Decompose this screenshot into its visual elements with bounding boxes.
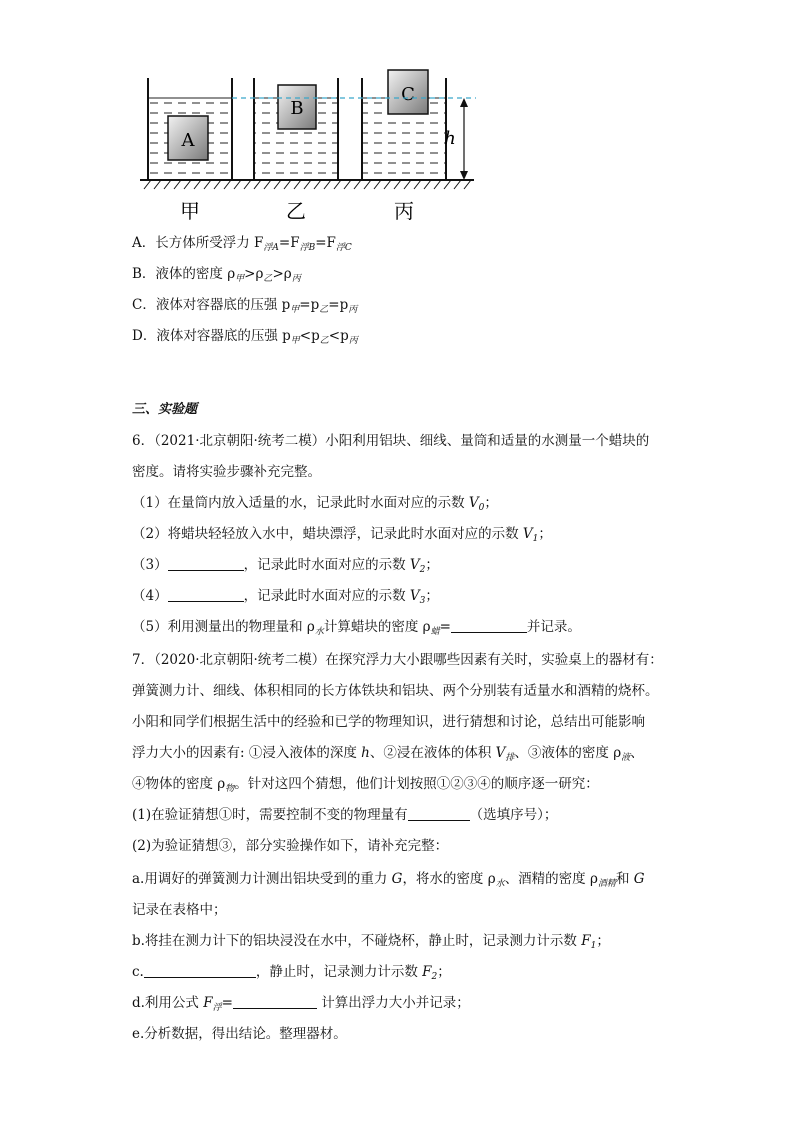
- block-c-label: C: [401, 84, 415, 105]
- q5-option-d: D．液体对容器底的压强 $p_甲<p_乙<p_丙$: [132, 328, 358, 346]
- section-title: 三、实验题: [132, 402, 198, 417]
- q7-step-e: e.分析数据，得出结论。整理器材。: [132, 1026, 347, 1042]
- answer-blank[interactable]: [144, 963, 256, 978]
- q7-step-a-1: a.用调好的弹簧测力计测出铝块受到的重力 G，将水的密度 $\rho_水$、酒精的密度 $\rho_{酒精}$和 G: [132, 871, 645, 889]
- q6-step-5: （5）利用测量出的物理量和 $\rho_水$计算蜡块的密度 $\rho_蜡=$ 并记录。: [132, 619, 581, 637]
- q7-line-1: 7．（2020·北京朝阳·统考二模）在探究浮力大小跟哪些因素有关时，实验桌上的器材有：: [132, 652, 663, 668]
- container-yi: [254, 78, 338, 180]
- q5-option-c: C．液体对容器底的压强 $p_甲=p_乙=p_丙$: [132, 297, 358, 315]
- q7-line-2: 弹簧测力计、细线、体积相同的长方体铁块和铝块、两个分别装有适量水和酒精的烧杯。: [132, 683, 659, 699]
- block-b-label: B: [290, 98, 304, 119]
- container-jia: [148, 78, 232, 180]
- q7-part-1: (1)在验证猜想①时，需要控制不变的物理量有 （选填序号）；: [132, 807, 558, 823]
- q7-line-3: 小阳和同学们根据生活中的经验和已学的物理知识，进行猜想和讨论，总结出可能影响: [132, 714, 645, 730]
- q7-line-4: 浮力大小的因素有: ①浸入液体的深度 h、②浸在液体的体积 $V_排$、③液体的密度 $\rho_液$、: [132, 745, 644, 763]
- buoyancy-figure: [120, 58, 500, 228]
- q6-line-2: 密度。请将实验步骤补充完整。: [132, 464, 321, 480]
- q7-part-2: (2)为验证猜想③，部分实验操作如下，请补充完整：: [132, 838, 449, 854]
- container-bing: [362, 70, 446, 180]
- q7-step-b: b.将挂在测力计下的铝块浸没在水中，不碰烧杯，静止时，记录测力计示数 $F_1$；: [132, 933, 610, 951]
- q7-line-5: ④物体的密度 $\rho_物$。针对这四个猜想，他们计划按照①②③④的顺序逐一研究：: [132, 776, 599, 794]
- label-bing: 丙: [394, 199, 414, 223]
- q7-step-d: d.利用公式 $F_浮=$ 计算出浮力大小并记录；: [132, 995, 470, 1013]
- label-jia: 甲: [180, 199, 200, 223]
- label-yi: 乙: [286, 199, 306, 223]
- q6-step-4: （4） ，记录此时水面对应的示数 $V_3$；: [132, 588, 439, 606]
- answer-blank[interactable]: [168, 587, 244, 602]
- answer-blank[interactable]: [233, 994, 317, 1009]
- ground: [140, 180, 474, 189]
- q6-step-1: （1）在量筒内放入适量的水，记录此时水面对应的示数 $V_0$；: [132, 495, 498, 513]
- q6-step-2: （2）将蜡块轻轻放入水中，蜡块漂浮，记录此时水面对应的示数 $V_1$；: [132, 526, 552, 544]
- answer-blank[interactable]: [408, 806, 470, 821]
- q5-option-a: A．长方体所受浮力 $F_{浮A}=F_{浮B}=F_{浮C}$: [132, 235, 352, 253]
- q7-step-a-2: 记录在表格中；: [132, 902, 227, 918]
- answer-blank[interactable]: [451, 618, 527, 633]
- height-symbol: h: [444, 128, 456, 149]
- block-a-label: A: [181, 130, 195, 151]
- q5-option-b: B．液体的密度 $\rho_甲>\rho_乙>\rho_丙$: [132, 266, 301, 284]
- answer-blank[interactable]: [168, 556, 244, 571]
- height-arrow: [444, 98, 468, 180]
- q7-step-c: c. ，静止时，记录测力计示数 $F_2$；: [132, 964, 451, 982]
- q6-step-3: （3） ，记录此时水面对应的示数 $V_2$；: [132, 557, 439, 575]
- q6-line-1: 6．（2021·北京朝阳·统考二模）小阳利用铝块、细线、量筒和适量的水测量一个蜡块的: [132, 433, 650, 449]
